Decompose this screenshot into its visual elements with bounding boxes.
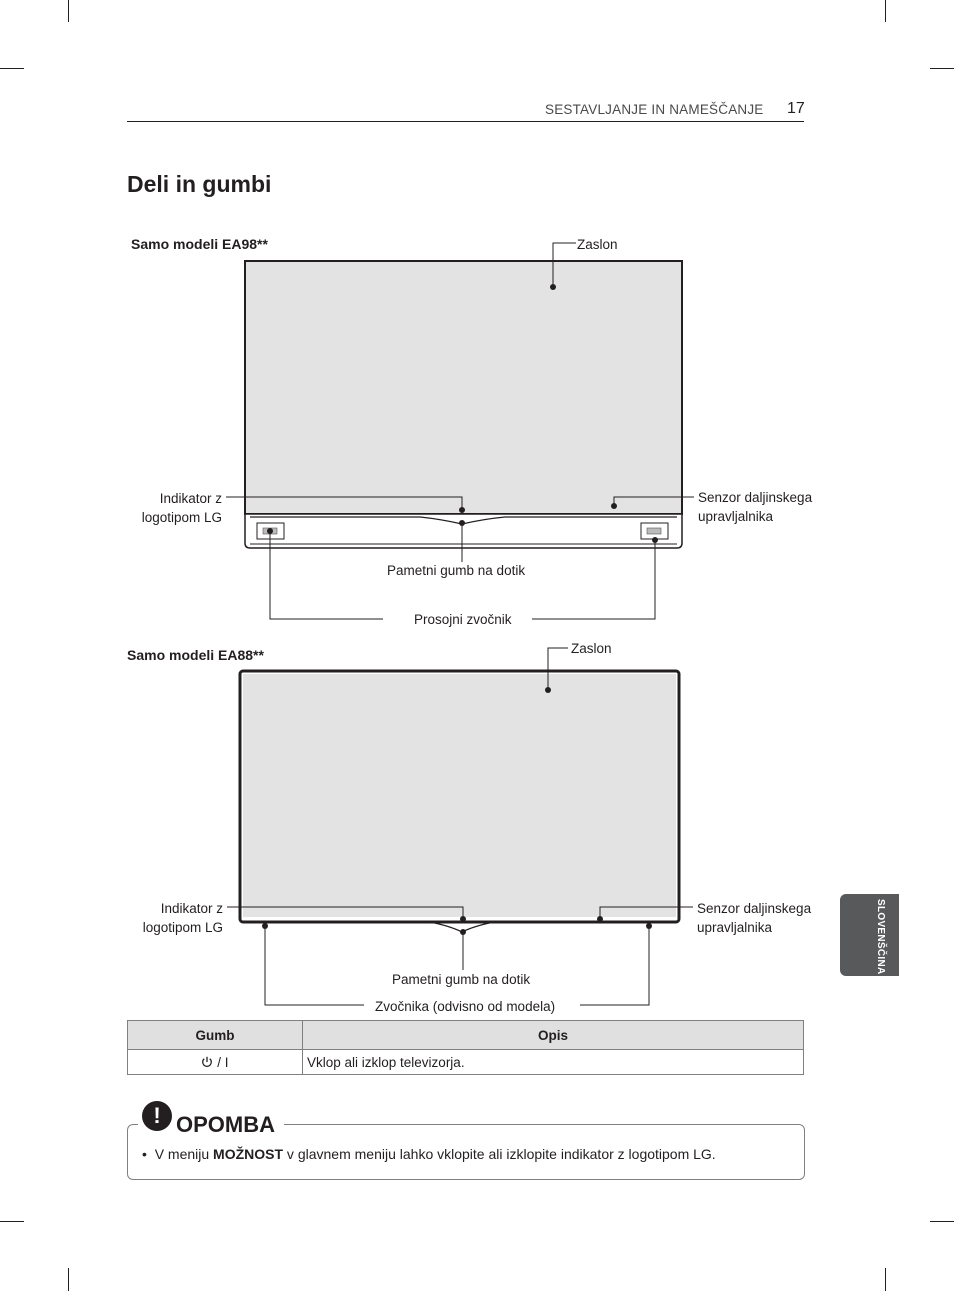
table-header-description: Opis bbox=[303, 1021, 804, 1050]
table-cell-button bbox=[128, 1050, 303, 1075]
ea98-remote-sensor-line2: upravljalnika bbox=[698, 509, 774, 524]
ea88-leader-speaker-right bbox=[580, 926, 649, 1005]
ea98-subtitle: Samo modeli EA98** bbox=[131, 236, 268, 252]
ea88-remote-sensor-line1: Senzor daljinskega bbox=[697, 901, 812, 916]
ea98-touch-button-label: Pametni gumb na dotik bbox=[387, 563, 526, 578]
note-text bbox=[142, 1146, 716, 1162]
button-table bbox=[127, 1020, 804, 1075]
ea88-remote-sensor-label bbox=[697, 899, 811, 937]
note-bullet: • bbox=[142, 1146, 147, 1162]
ea98-stand bbox=[245, 514, 682, 548]
ea98-logo-indicator-line2: logotipom LG bbox=[141, 510, 222, 525]
ea88-remote-sensor-line2: upravljalnika bbox=[697, 920, 773, 935]
ea88-subtitle: Samo modeli EA88** bbox=[127, 647, 264, 663]
table-cell-description: Vklop ali izklop televizorja. bbox=[303, 1050, 804, 1075]
ea88-speaker-label: Zvočnika (odvisno od modela) bbox=[375, 999, 556, 1014]
ea98-logo-indicator-label bbox=[120, 489, 222, 527]
table-header-button: Gumb bbox=[128, 1021, 303, 1050]
ea98-screen bbox=[245, 261, 682, 514]
ea88-touch-button-label: Pametni gumb na dotik bbox=[392, 972, 531, 987]
ea98-remote-sensor-line1: Senzor daljinskega bbox=[698, 490, 813, 505]
ea88-logo-indicator-line2: logotipom LG bbox=[142, 920, 223, 935]
running-header: SESTAVLJANJE IN NAMEŠČANJE bbox=[545, 102, 764, 117]
power-symbol-text: / I bbox=[217, 1054, 229, 1070]
note-text-before: V meniju bbox=[154, 1146, 214, 1162]
ea98-speaker-label: Prosojni zvočnik bbox=[414, 612, 512, 627]
ea88-leader-speaker-left bbox=[265, 926, 364, 1005]
ea88-logo-indicator-label bbox=[121, 899, 223, 937]
ea98-logo-indicator-line1: Indikator z bbox=[159, 491, 222, 506]
ea88-logo-indicator-line1: Indikator z bbox=[160, 901, 223, 916]
ea98-remote-sensor-label bbox=[698, 488, 812, 526]
note-text-bold: MOŽNOST bbox=[213, 1146, 284, 1162]
page-number: 17 bbox=[787, 100, 805, 117]
table-row bbox=[128, 1050, 804, 1075]
note-text-after: v glavnem meniju lahko vklopite ali izklopite indikator z logotipom LG. bbox=[283, 1146, 716, 1162]
exclamation-icon: ! bbox=[142, 1101, 172, 1131]
power-icon bbox=[201, 1056, 213, 1068]
table-header-row bbox=[128, 1021, 804, 1050]
page-title: Deli in gumbi bbox=[127, 171, 272, 197]
ea88-diagram bbox=[227, 648, 693, 1005]
ea88-screen-label: Zaslon bbox=[571, 641, 612, 656]
note-title: OPOMBA bbox=[176, 1112, 275, 1137]
ea98-screen-label: Zaslon bbox=[577, 237, 618, 252]
language-tab-label: SLOVENŠČINA bbox=[875, 899, 886, 975]
ea98-leader-speaker-right bbox=[532, 540, 655, 619]
ea88-screen bbox=[243, 674, 676, 917]
